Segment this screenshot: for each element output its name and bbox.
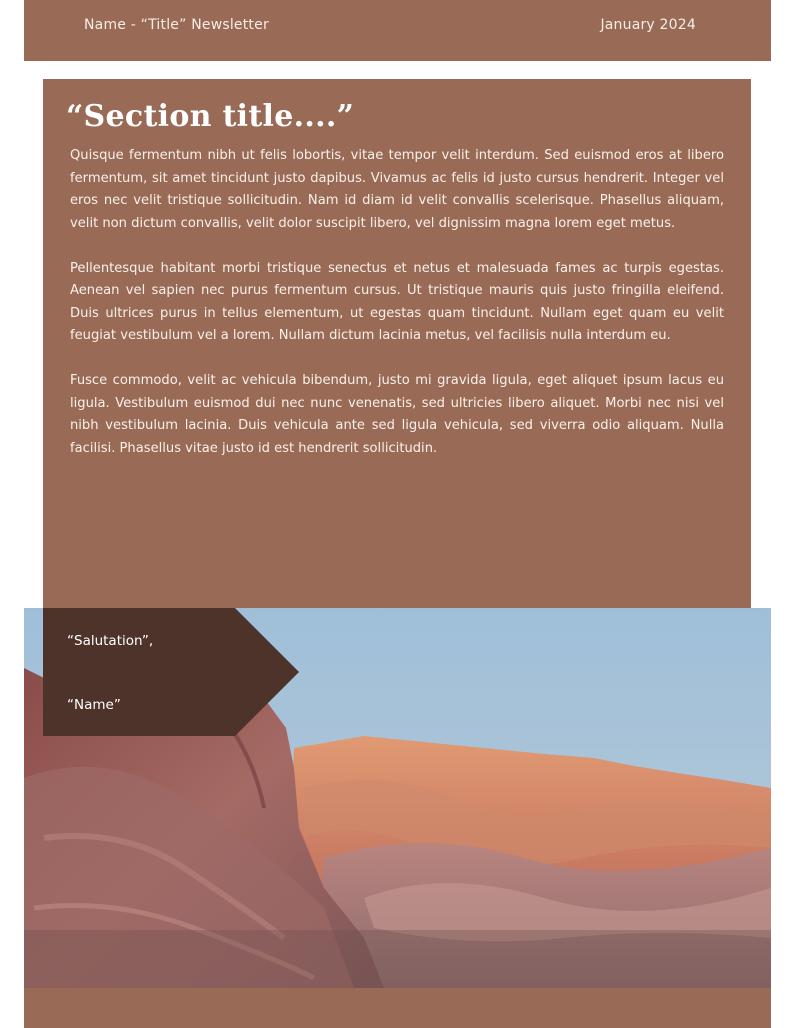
- body-paragraph: Fusce commodo, velit ac vehicula bibendum, justo mi gravida ligula, eget aliquet ipsum lacus eu ligula. Vestibulum euismod dui nec nunc venenatis, sed ultricies libero aliquet. Morbi nec nisi vel nibh vestibulum lacinia. Duis vehicula ante sed ligula vehicula, sed viverra odio aliquam. Nulla facilisi. Phasellus vitae justo id est hendrerit sollicitudin.: [70, 373, 724, 456]
- signoff-name: “Name”: [67, 697, 121, 713]
- salutation-text: “Salutation”,: [67, 633, 154, 649]
- body-paragraph: Quisque fermentum nibh ut felis lobortis, vitae tempor velit interdum. Sed euismod eros at libero fermentum, sit amet tincidunt justo dapibus. Vivamus ac felis id justo cursus hendrerit. Integer vel eros nec velit tristique sollicitudin. Nam id diam id velit convallis scelerisque. Phasellus aliquam, velit non dictum convallis, velit dolor suscipit libero, vel dignissim magna lorem eget metus.: [70, 148, 724, 231]
- footer-bar: [24, 988, 771, 1028]
- newsletter-date: January 2024: [600, 17, 696, 33]
- body-paragraph: Pellentesque habitant morbi tristique senectus et netus et malesuada fames ac turpis egestas. Aenean vel sapien nec purus fermentum cursus. Ut tristique mauris quis justo fringilla eleifend. Duis ultrices purus in tellus elementum, ut egestas quam tincidunt. Nullam eget quam eu velit feugiat vestibulum vel a lorem. Nullam dictum lacinia metus, vel facilisis nulla interdum eu.: [70, 260, 724, 343]
- section-body: [70, 145, 724, 483]
- section-card: [43, 79, 751, 610]
- header-bar: [24, 0, 771, 61]
- newsletter-title: Name - “Title” Newsletter: [84, 17, 269, 33]
- signoff-banner: [43, 608, 299, 736]
- section-title: “Section title....”: [66, 99, 355, 134]
